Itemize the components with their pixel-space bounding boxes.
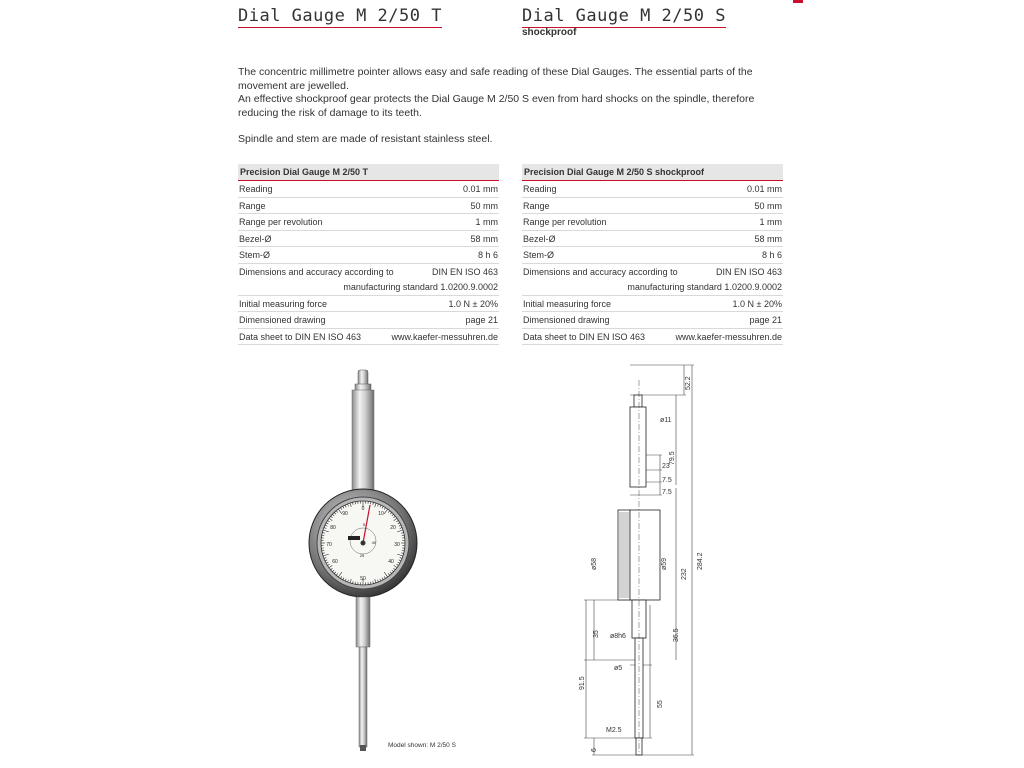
table-row — [522, 329, 783, 346]
spec-label: Dimensions and accuracy according to — [239, 266, 394, 277]
spec-label: Data sheet to DIN EN ISO 463 — [239, 331, 362, 342]
spec-label: Range per revolution — [239, 217, 323, 227]
spec-label: Stem-Ø — [523, 250, 555, 260]
dim-label: 6 — [591, 748, 598, 752]
spec-label: Reading — [239, 184, 273, 194]
spec-value: 8 h 6 — [477, 250, 498, 260]
dial-label: 60 — [332, 559, 338, 565]
spec-value-secondary: manufacturing standard 1.0200.9.0002 — [343, 282, 498, 292]
dial-inner-label: 45 — [371, 540, 377, 545]
description-p1: The concentric millimetre pointer allows easy and safe reading of these Dial Gauges. The essential parts of the movement are jewelled. — [238, 66, 753, 92]
dim-label: 79.5 — [669, 451, 676, 465]
dim-label: ø8h6 — [610, 633, 626, 640]
spec-value: 50 mm — [470, 200, 498, 211]
table-row — [522, 264, 783, 296]
spec-value-secondary: manufacturing standard 1.0200.9.0002 — [627, 282, 782, 292]
spec-value: 58 mm — [754, 233, 782, 244]
dim-label: ø5 — [614, 665, 623, 672]
dim-label: 55 — [657, 700, 664, 708]
spec-value-link[interactable]: www.kaefer-messuhren.de — [675, 331, 782, 342]
table-row — [522, 181, 783, 198]
dim-label: ø58 — [591, 557, 598, 570]
spec-table-header: Precision Dial Gauge M 2/50 T — [238, 164, 499, 181]
title-m250s: Dial Gauge M 2/50 S — [522, 6, 726, 26]
spec-label: Bezel-Ø — [523, 233, 556, 244]
table-row — [238, 214, 499, 231]
spec-label: Dimensioned drawing — [523, 315, 610, 325]
spec-value: 1 mm — [475, 217, 498, 227]
dial-label: 80 — [330, 525, 336, 531]
dial-label: 70 — [326, 542, 332, 548]
description — [238, 66, 778, 147]
table-row — [238, 329, 499, 346]
dim-label: 23 — [662, 463, 670, 470]
dim-label: 284.2 — [697, 552, 704, 570]
table-row — [238, 296, 499, 313]
description-p2: An effective shockproof gear protects the Dial Gauge M 2/50 S even from hard shocks on the spindle, therefore reducing the risk of damage to its teeth. — [238, 93, 755, 119]
spec-label: Initial measuring force — [239, 298, 328, 309]
subtitle-shockproof: shockproof — [522, 27, 577, 38]
spec-label: Stem-Ø — [239, 250, 271, 260]
spec-label: Data sheet to DIN EN ISO 463 — [523, 331, 646, 342]
dial-gauge-photo — [288, 360, 438, 758]
title-m250t: Dial Gauge M 2/50 T — [238, 6, 442, 26]
spec-label: Range — [239, 200, 266, 211]
dim-label: ø11 — [660, 417, 672, 424]
spec-value: page 21 — [749, 315, 782, 325]
spec-label: Dimensions and accuracy according to — [523, 266, 678, 277]
spec-value: 0.01 mm — [746, 184, 782, 194]
spec-value: DIN EN ISO 463 — [715, 266, 782, 277]
table-row — [238, 181, 499, 198]
table-row — [522, 231, 783, 248]
dim-label: 36.5 — [673, 628, 680, 642]
dim-label: ø59 — [661, 557, 668, 570]
dial-inner-label: 5 — [362, 522, 366, 527]
dim-label: 7.5 — [662, 489, 672, 496]
spec-value-link[interactable]: www.kaefer-messuhren.de — [391, 331, 498, 342]
spec-value: 50 mm — [754, 200, 782, 211]
spec-value: 0.01 mm — [462, 184, 498, 194]
spec-label: Dimensioned drawing — [239, 315, 326, 325]
dim-label: 232 — [681, 568, 688, 580]
spec-value: 1 mm — [759, 217, 782, 227]
table-row — [522, 312, 783, 329]
dial-label: 30 — [394, 542, 400, 548]
dial-label: 40 — [388, 559, 394, 565]
spec-value: 1.0 N ± 20% — [732, 298, 782, 309]
table-row — [238, 247, 499, 264]
spec-table-m250s — [522, 164, 783, 345]
dimensioned-drawing — [579, 360, 708, 760]
table-row — [238, 312, 499, 329]
table-row — [522, 214, 783, 231]
spec-value: 1.0 N ± 20% — [448, 298, 498, 309]
spec-label: Range per revolution — [523, 217, 607, 227]
table-row — [522, 296, 783, 313]
spec-label: Reading — [523, 184, 557, 194]
spec-label: Range — [523, 200, 550, 211]
dim-label: M2.5 — [606, 727, 622, 734]
description-p3: Spindle and stem are made of resistant stainless steel. — [238, 133, 493, 145]
dim-label: 91.5 — [579, 676, 586, 690]
spec-value: 8 h 6 — [761, 250, 782, 260]
table-row — [238, 198, 499, 215]
dim-label: 7.5 — [662, 477, 672, 484]
spec-value: 58 mm — [470, 233, 498, 244]
dial-inner-label: 25 — [359, 553, 365, 558]
dial-label: 10 — [378, 511, 384, 517]
spec-label: Initial measuring force — [523, 298, 612, 309]
dial-label: 50 — [360, 576, 366, 582]
table-row — [238, 264, 499, 296]
dial-label: 90 — [342, 511, 348, 517]
dial-label: 20 — [390, 525, 396, 531]
dim-label: 52.2 — [685, 376, 692, 390]
spec-table-header: Precision Dial Gauge M 2/50 S shockproof — [522, 164, 783, 181]
table-row — [522, 247, 783, 264]
table-row — [238, 231, 499, 248]
corner-red-mark — [793, 0, 803, 3]
dial-label: 0 — [361, 506, 365, 512]
photo-caption: Model shown: M 2/50 S — [388, 742, 456, 749]
spec-value: DIN EN ISO 463 — [431, 266, 498, 277]
spec-table-m250t — [238, 164, 499, 345]
table-row — [522, 198, 783, 215]
dim-label: 35 — [593, 630, 600, 638]
spec-label: Bezel-Ø — [239, 233, 272, 244]
spec-value: page 21 — [465, 315, 498, 325]
